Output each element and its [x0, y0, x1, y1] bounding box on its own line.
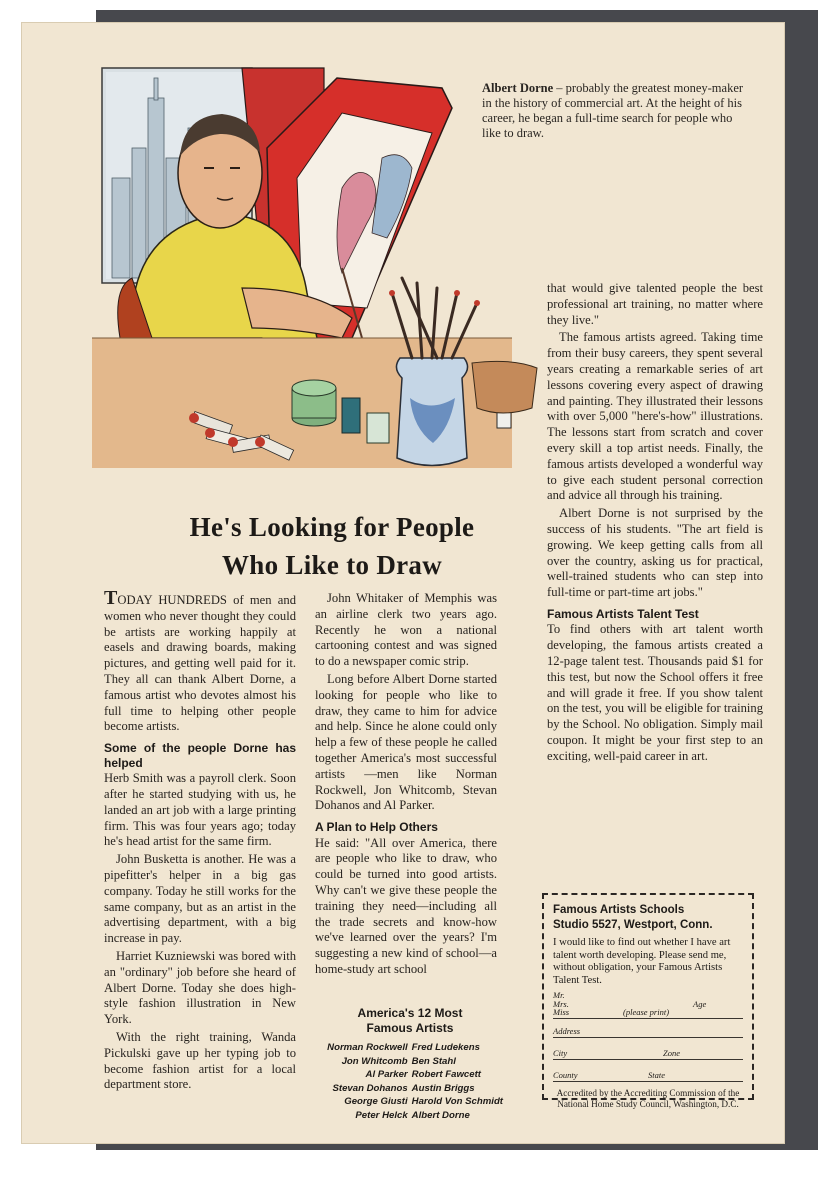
caption-text: – probably the greatest money-maker in the history of commercial art. At the height of his career, he began a full-time search for people who like to draw. [482, 81, 744, 140]
please-print-label: (please print) [623, 1007, 670, 1017]
subheading: Some of the people Dorne has helped [104, 741, 296, 770]
coupon-name-field[interactable] [553, 988, 743, 1019]
paragraph: Long before Albert Dorne started looking for people who like to draw, they came to him for advice and help. Since he alone could only help a few of these people he called together America's most successful artists —men like Norman Rockwell, Jon Whitcomb, Stevan Dohanos and Al Parker. [315, 671, 497, 813]
subheading: Famous Artists Talent Test [547, 606, 699, 621]
coupon-city-field[interactable] [553, 1039, 743, 1060]
artist-name: George Giusti [344, 1096, 408, 1107]
mrs-label: Mrs. [553, 999, 569, 1009]
address-label: Address [553, 1026, 581, 1036]
paragraph: that would give talented people the best professional art training, no matter where they live." [547, 281, 763, 327]
mail-coupon[interactable] [542, 893, 754, 1109]
artist-name: Al Parker [365, 1069, 408, 1080]
coupon-school-name: Famous Artists Schools [553, 904, 685, 916]
artist-name: Stevan Dohanos [332, 1082, 408, 1094]
caption-name: Albert Dorne [482, 81, 554, 95]
article-column-3 [547, 281, 763, 767]
artists-title-line-1: America's 12 Most [357, 1006, 463, 1020]
coupon-address-field[interactable] [553, 1020, 743, 1038]
artist-name: Albert Dorne [411, 1109, 470, 1121]
paragraph: Albert Dorne is not surprised by the success of his students. "The art field is growing. We keep getting calls from all over the country, asking us for practical, well-trained students who can step into full-time or part-time art jobs." [547, 506, 763, 600]
artist-name: Norman Rockwell [327, 1042, 408, 1053]
artist-name: Harold Von Schmidt [411, 1096, 503, 1107]
famous-artists-list [315, 1006, 505, 1122]
artist-name: Jon Whitcomb [341, 1055, 408, 1067]
paragraph: Harriet Kuzniewski was bored with an "ordinary" job before she heard of Albert Dorne. Today she does high-style fashion illustration in New York. [104, 948, 296, 1027]
headline [112, 508, 552, 584]
illustration-caption [482, 81, 747, 141]
artists-row [315, 1068, 505, 1082]
subheading: A Plan to Help Others [315, 820, 438, 835]
artists-row [315, 1041, 505, 1055]
paragraph: To find others with art talent worth developing, the famous artists created a 12-page talent test. Thousands paid $1 for this test, but now the School offers it free and will grade it free. If you show talent on the test, you will be eligible for training by the School. No obligation. Simply mail coupon. It might be your first step to an exciting, well-paid career in art. [547, 622, 763, 763]
miss-label: Miss [553, 1007, 570, 1017]
state-label: State [648, 1070, 665, 1080]
artists-row [315, 1095, 505, 1109]
artists-title-line-2: Famous Artists [366, 1021, 454, 1035]
paragraph: He said: "All over America, there are people who like to draw, who could be turned into good artists. Why can't we give these people the training they need—including all the trade secrets and know-how we've learned over the years? I'm suggesting a new kind of school—a home-study art school [315, 835, 497, 977]
artist-name: Robert Fawcett [411, 1069, 481, 1080]
headline-line-1: He's Looking for People [189, 512, 475, 542]
coupon-county-field[interactable] [553, 1061, 743, 1082]
paragraph-text: ODAY HUNDREDS of men and women who never thought they could be artists are working happily at easels and drawing boards, making pictures, and getting well paid for it. They all can thank Albert Dorne, a famous artist who devotes almost his full time to helping other people become artists. [104, 593, 296, 734]
paragraph: Herb Smith was a payroll clerk. Soon after he started studying with us, he landed an art job with a large printing firm. This was four years ago; today he's head artist for the same firm. [104, 771, 296, 849]
paragraph [104, 587, 296, 735]
artist-name: Ben Stahl [411, 1055, 456, 1067]
artists-table [315, 1041, 505, 1122]
paragraph: The famous artists agreed. Taking time from their busy careers, they spent several years creating a remarkable series of art lessons covering every aspect of drawing and painting. They illustrated their lessons with over 5,000 "here's-how" illustrations. The lessons start from scratch and cover every skill a top artist needs. Finally, the famous artists developed a wonderful way to give each student personal correction and advice all through his training. [547, 330, 763, 503]
age-label: Age [693, 999, 707, 1009]
comic-back-cover [21, 22, 785, 1144]
accreditation-note: Accredited by the Accrediting Commission of the National Home Study Council, Washington, D.C. [556, 1088, 740, 1109]
paragraph: John Busketta is another. He was a pipefitter's helper in a big gas company. Today he still works for the same company, but as an artist in the advertising department, with a big increase in pay. [104, 852, 296, 946]
paragraph: With the right training, Wanda Pickulski gave up her typing job to become fashion artist for a local department store. [104, 1029, 296, 1092]
coupon-studio-address: Studio 5527, Westport, Conn. [553, 919, 713, 931]
artists-row [315, 1109, 505, 1123]
artists-title [315, 1006, 505, 1036]
article-column-1 [104, 587, 296, 1095]
coupon-text: I would like to find out whether I have art talent worth developing. Please send me, without obligation, your Famous Artists Talent Test. [553, 937, 731, 986]
paragraph: John Whitaker of Memphis was an airline clerk two years ago. Recently he won a national cartooning contest and was signed to do a newspaper comic strip. [315, 591, 497, 669]
headline-line-2: Who Like to Draw [221, 550, 443, 580]
artist-name: Peter Helck [355, 1109, 408, 1121]
artists-row [315, 1082, 505, 1096]
city-label: City [553, 1048, 568, 1058]
artists-row [315, 1055, 505, 1069]
county-label: County [553, 1070, 578, 1080]
mr-label: Mr. [553, 990, 565, 1000]
artist-name: Fred Ludekens [411, 1042, 480, 1053]
drop-cap: T [104, 587, 118, 609]
zone-label: Zone [663, 1048, 680, 1058]
article-column-2 [315, 591, 497, 980]
artist-name: Austin Briggs [411, 1082, 475, 1094]
